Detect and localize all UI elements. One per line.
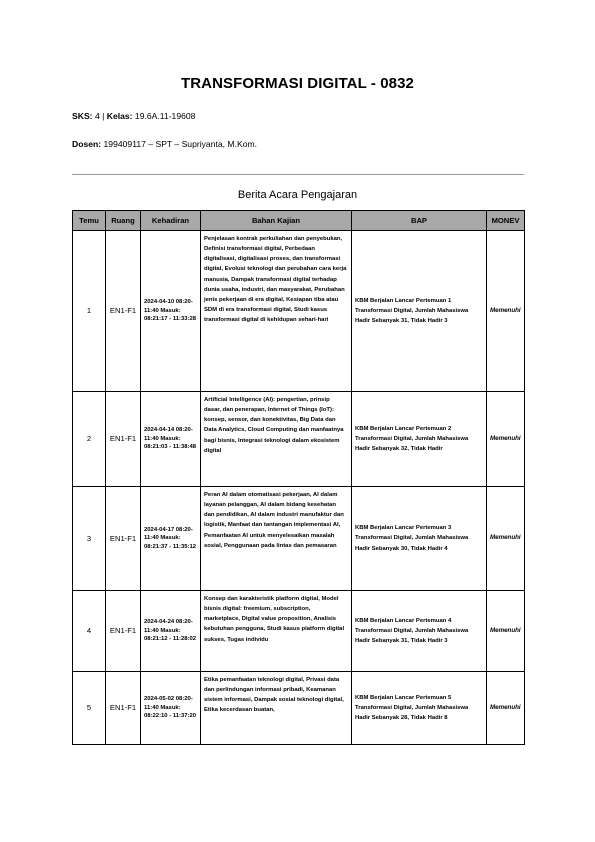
cell-bahan-kajian: Artificial Intelligence (AI): pengertian, prinsip dasar, dan penerapan, Internet of Things (IoT): konsep, sensor, dan konektivitas, Big Data dan Data Analytics, Cloud Computing dan manfaatnya bagi bisnis, Integrasi teknologi dalam ekosistem digital [201,392,352,487]
table-row [73,392,525,487]
table-row [73,487,525,591]
cell-temu: 5 [73,672,106,745]
course-info [72,111,195,121]
cell-bahan-kajian: Konsep dan karakteristik platform digital, Model bisnis digital: freemium, subscription, marketplace, Digital value proposition, Analisis kebutuhan pengguna, Studi kasus platform digital sukses, Tugas individu [201,591,352,672]
table-row [73,672,525,745]
cell-monev: Memenuhi [487,487,525,591]
cell-kehadiran: 2024-04-17 08:20-11:40 Masuk: 08:21:37 - 11:35:12 [141,487,201,591]
table-row [73,231,525,392]
teaching-report-table [72,210,525,745]
table-header-row [73,211,525,231]
cell-kehadiran: 2024-04-10 08:20-11:40 Masuk: 08:21:17 - 11:33:28 [141,231,201,392]
cell-kehadiran: 2024-04-24 08:20-11:40 Masuk: 08:21:12 - 11:28:02 [141,591,201,672]
header-kehadiran: Kehadiran [141,211,201,231]
cell-bap: KBM Berjalan Lancar Pertemuan 4 Transformasi Digital, Jumlah Mahasiswa Hadir Sebanyak 31, Tidak Hadir 3 [352,591,487,672]
cell-temu: 2 [73,392,106,487]
cell-bahan-kajian: Etika pemanfaatan teknologi digital, Privasi data dan perlindungan informasi pribadi, Keamanan sistem informasi, Dampak sosial teknologi digital, Etika kecerdasan buatan, [201,672,352,745]
course-title: TRANSFORMASI DIGITAL - 0832 [180,75,414,92]
separator: | [102,111,105,121]
cell-bahan-kajian: Peran AI dalam otomatisasi pekerjaan, AI dalam layanan pelanggan, AI dalam bidang kesehatan dan pendidikan, AI dalam industri manufaktur dan logistik, Manfaat dan tantangan implementasi AI, Pemanfaatan AI untuk menyelesaikan masalah sosial, Penggunaan pada lintas dan pemasaran [201,487,352,591]
cell-monev: Memenuhi [487,392,525,487]
cell-ruang: EN1-F1 [106,591,141,672]
cell-bap: KBM Berjalan Lancar Pertemuan 3 Transformasi Digital, Jumlah Mahasiswa Hadir Sebanyak 30, Tidak Hadir 4 [352,487,487,591]
sks-value: 4 [94,111,100,121]
cell-ruang: EN1-F1 [106,487,141,591]
cell-ruang: EN1-F1 [106,672,141,745]
cell-temu: 4 [73,591,106,672]
cell-temu: 1 [73,231,106,392]
dosen-value: 199409117 – SPT – Supriyanta, M.Kom. [103,139,258,149]
header-bahan-kajian: Bahan Kajian [201,211,352,231]
header-ruang: Ruang [106,211,141,231]
cell-bap: KBM Berjalan Lancar Pertemuan 2 Transformasi Digital, Jumlah Mahasiswa Hadir Sebanyak 32, Tidak Hadir [352,392,487,487]
header-bap: BAP [352,211,487,231]
lecturer-info [72,139,257,149]
cell-monev: Memenuhi [487,591,525,672]
cell-kehadiran: 2024-04-14 08:20-11:40 Masuk: 08:21:03 - 11:38:48 [141,392,201,487]
dosen-label: Dosen: [72,139,102,149]
header-monev: MONEV [487,211,525,231]
cell-temu: 3 [73,487,106,591]
header-temu: Temu [73,211,106,231]
table-row [73,591,525,672]
cell-bahan-kajian: Penjelasan kontrak perkuliahan dan penyebukan, Definisi transformasi digital, Perbedaan digitalisasi, digitalisasi proses, dan transformasi digital, Evolusi teknologi dan perubahan cara kerja manusia, Dampak transformasi digital terhadap dunia usaha, industri, dan masyarakat, Perubahan jenis pekerjaan di era digital, Kesiapan tiba atau SDM di era transformasi digital, Studi kasus transformasi digital di kehidupan sehari-hari [201,231,352,392]
kelas-value: 19.6A.11-19608 [134,111,196,121]
kelas-label: Kelas: [106,111,133,121]
cell-bap: KBM Berjalan Lancar Pertemuan 5 Transformasi Digital, Jumlah Mahasiswa Hadir Sebanyak 28, Tidak Hadir 8 [352,672,487,745]
divider [72,174,524,175]
cell-bap: KBM Berjalan Lancar Pertemuan 1 Transformasi Digital, Jumlah Mahasiswa Hadir Sebanyak 31, Tidak Hadir 3 [352,231,487,392]
cell-ruang: EN1-F1 [106,392,141,487]
sks-label: SKS: [72,111,93,121]
cell-monev: Memenuhi [487,672,525,745]
section-title: Berita Acara Pengajaran [237,189,358,201]
cell-kehadiran: 2024-05-02 08:20-11:40 Masuk: 08:22:10 - 11:37:20 [141,672,201,745]
cell-monev: Memenuhi [487,231,525,392]
cell-ruang: EN1-F1 [106,231,141,392]
